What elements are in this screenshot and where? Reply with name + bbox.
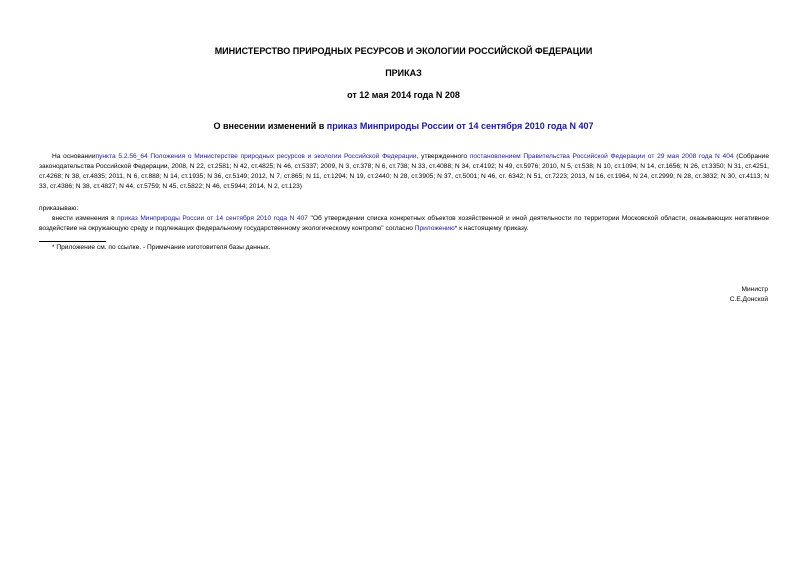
signatory-title: Министр [741,286,768,293]
basis-paragraph [39,152,769,192]
footnote: * Приложение см. по ссылке. - Примечание изготовителя базы данных. [52,244,271,251]
amended-order-link[interactable]: приказ Минприроды России от 14 сентября 2010 года N 407 [117,215,308,222]
signatory-name: С.Е.Донской [729,296,768,303]
document-type-heading: ПРИКАЗ [385,68,422,78]
basis-text-3: (Собрание законодательства Российской Федерации, 2008, N 22, ст.2581; N 42, ст.4825; N 46, ст.5337; 2009, N 3, ст.378; N 6, ст.738; N 33, ст.4088; N 34, ст.4192; N 49, ст.5976; 2010, N 5, ст.538; N 10, ст.1094; N 14, ст.1656; N 26, ст.3350; N 31, ст.4251, ст.4268; N 38, ст.4835; 2011, N 6, ст.888; N 14, ст.1935; N 36, ст.5149; 2012, N 7, ст.865; N 11, ст.1294; N 19, ст.2440; N 28, ст.3905; N 37, ст.5001; N 46, ст. 6342; N 51, ст.7223; 2013, N 16, ст.1964, N 24, ст.2999; N 28, ст.3832; N 30, ст.4113; N 33, ст.4386; N 38, ст.4827; N 44, ст.5759; N 45, ст.5822; N 46, ст.5944; 2014, N 2, ст.123) [39,153,770,190]
appendix-link[interactable]: Приложению [414,225,455,232]
subject-link[interactable]: приказ Минприроды России от 14 сентября 2010 года N 407 [326,121,594,131]
government-decree-link[interactable]: постановлением Правительства Российской Федерации от 29 мая 2008 года N 404 [469,153,734,160]
subject-prefix: О внесении изменений в [213,121,327,131]
document-date-number: от 12 мая 2014 года N 208 [347,90,460,100]
regulation-clause-link[interactable]: пункта 5.2.56_64 Положения о Министерстве природных ресурсов и экологии Российской Федерации [95,153,417,160]
ministry-heading: МИНИСТЕРСТВО ПРИРОДНЫХ РЕСУРСОВ И ЭКОЛОГИИ РОССИЙСКОЙ ФЕДЕРАЦИИ [214,46,593,56]
orders-label: приказываю: [39,205,79,212]
footnote-divider [39,241,106,242]
order-paragraph [39,214,769,234]
order-text-3: * к настоящему приказу. [454,225,529,232]
document-subject [0,121,807,132]
basis-text-2: , утвержденного [416,153,470,160]
basis-text-1: На основании [52,153,96,160]
order-text-2: "Об утверждении списка конкретных объектов хозяйственной и иной деятельности по территории Московской области, оказывающих негативное воздействие на окружающую среду и подлежащих федеральному государственному экологическому контролю" согласно [39,215,770,232]
order-text-1: внести изменения в [52,215,118,222]
